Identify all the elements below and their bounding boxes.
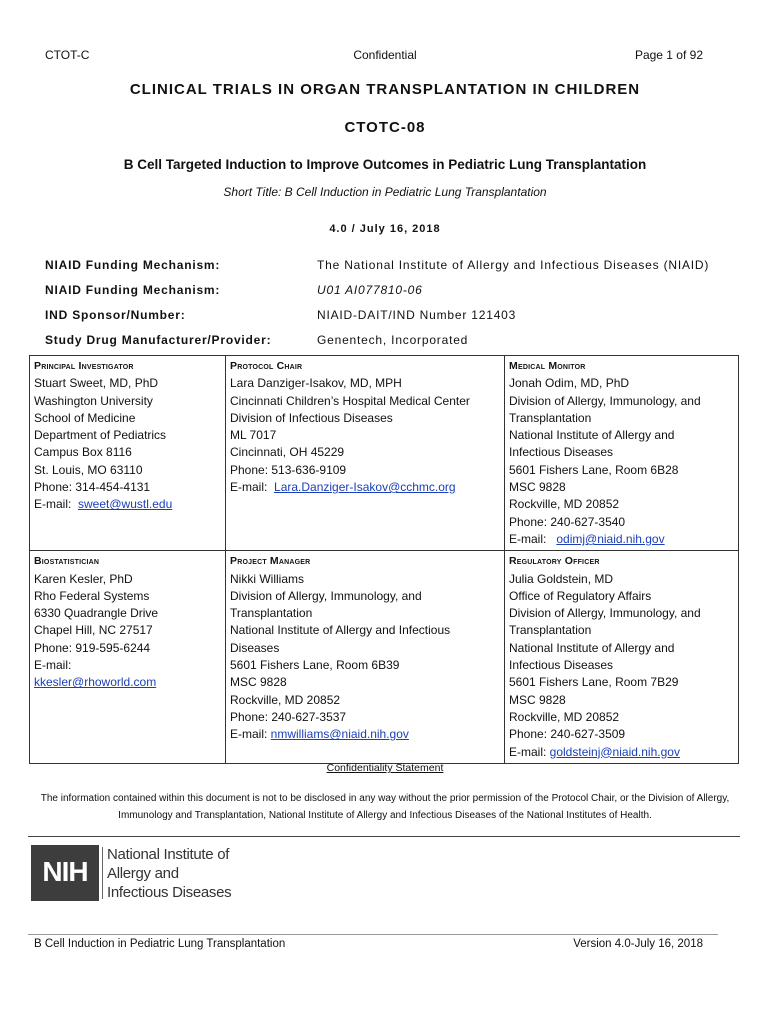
contact-line: Stuart Sweet, MD, PhD: [34, 376, 159, 391]
email-label: E-mail:: [230, 727, 271, 742]
contact-line: ML 7017: [230, 428, 277, 443]
header-doc-code: CTOT-C: [45, 48, 90, 62]
email-link[interactable]: Lara.Danziger-Isakov@cchmc.org: [274, 480, 456, 495]
email-link[interactable]: kkesler@rhoworld.com: [34, 675, 157, 690]
cell-heading: Protocol Chair: [230, 360, 303, 372]
email-link[interactable]: goldsteinj@niaid.nih.gov: [549, 744, 680, 759]
footer-short-title: B Cell Induction in Pediatric Lung Transplantation: [34, 938, 286, 950]
contact-line: Phone: 513-636-9109: [230, 462, 347, 477]
contact-line: Lara Danziger-Isakov, MD, MPH: [230, 376, 402, 391]
contact-line: Rockville, MD 20852: [230, 692, 341, 707]
contact-line: Department of Pediatrics: [34, 428, 167, 443]
funding-label: NIAID Funding Mechanism:: [45, 283, 221, 297]
funding-value: Genentech, Incorporated: [317, 333, 469, 347]
institute-name-line: Infectious Diseases: [107, 884, 232, 901]
header-page-number: Page 1 of 92: [634, 48, 703, 62]
header-confidential: Confidential: [353, 48, 417, 62]
email-label: E-mail:: [509, 744, 550, 759]
cell-heading: Principal Investigator: [34, 360, 134, 372]
contact-line: Nikki Williams: [230, 571, 304, 586]
email-line: [230, 479, 500, 496]
email-label: E-mail:: [509, 531, 557, 546]
contact-line: Division of Infectious Diseases: [230, 410, 393, 425]
funding-label: NIAID Funding Mechanism:: [45, 258, 221, 272]
short-title: Short Title: B Cell Induction in Pediatric Lung Transplantation: [223, 185, 547, 199]
contact-line: Phone: 240-627-3540: [509, 514, 626, 529]
contact-line: Phone: 240-627-3537: [230, 709, 347, 724]
contact-line: Transplantation: [509, 410, 592, 425]
email-link[interactable]: nmwilliams@niaid.nih.gov: [270, 727, 409, 742]
document-title: CLINICAL TRIALS IN ORGAN TRANSPLANTATION IN CHILDREN: [129, 81, 641, 98]
email-line: [509, 531, 734, 548]
contact-line: MSC 9828: [509, 480, 566, 495]
contact-line: Jonah Odim, MD, PhD: [509, 376, 630, 391]
footer-divider: [28, 934, 718, 935]
contact-line: Transplantation: [509, 623, 592, 638]
cell-heading: Regulatory Officer: [509, 555, 600, 568]
contact-line: MSC 9828: [509, 692, 566, 707]
funding-value: U01 AI077810-06: [317, 283, 423, 297]
contact-line: Infectious Diseases: [509, 445, 614, 460]
protocol-id: CTOTC-08: [344, 119, 426, 136]
contact-line: Rockville, MD 20852: [509, 709, 620, 724]
nih-logo-text: NIH: [42, 856, 88, 887]
contact-line: Rho Federal Systems: [34, 588, 150, 603]
contact-line: National Institute of Allergy and: [509, 640, 675, 655]
contact-line: Phone: 919-595-6244: [34, 640, 151, 655]
contact-line: National Institute of Allergy and Infectious: [230, 623, 451, 638]
funding-value: The National Institute of Allergy and Infectious Diseases (NIAID): [317, 258, 710, 272]
email-line: [34, 674, 221, 691]
biostatistician-cell: [30, 551, 226, 764]
contact-line: Chapel Hill, NC 27517: [34, 623, 153, 638]
contact-line: Karen Kesler, PhD: [34, 571, 133, 586]
email-line: [509, 744, 734, 761]
contact-line: School of Medicine: [34, 410, 136, 425]
contact-line: Diseases: [230, 640, 280, 655]
institute-name: [107, 845, 231, 902]
contact-line: Phone: 314-454-4131: [34, 480, 151, 495]
contact-line: Cincinnati Children’s Hospital Medical Center: [230, 393, 470, 408]
institute-name-line: Allergy and: [107, 865, 179, 882]
nih-logo-mark: [31, 845, 99, 901]
regulatory-officer-cell: [505, 551, 739, 764]
contact-line: Office of Regulatory Affairs: [509, 588, 652, 603]
principal-investigator-cell: [30, 356, 226, 551]
contact-line: Division of Allergy, Immunology, and: [509, 606, 701, 621]
contact-line: Division of Allergy, Immunology, and: [509, 393, 701, 408]
email-line: [230, 726, 500, 743]
funding-value: NIAID-DAIT/IND Number 121403: [317, 308, 517, 322]
contact-line: Rockville, MD 20852: [509, 497, 620, 512]
contact-line: Division of Allergy, Immunology, and: [230, 588, 422, 603]
cell-heading: Medical Monitor: [509, 360, 586, 372]
email-link[interactable]: sweet@wustl.edu: [78, 497, 173, 512]
funding-label: Study Drug Manufacturer/Provider:: [45, 333, 272, 347]
contacts-table: [29, 355, 739, 764]
contact-line: Washington University: [34, 393, 153, 408]
contact-line: Campus Box 8116: [34, 445, 132, 460]
cell-heading: Biostatistician: [34, 555, 100, 568]
divider: [28, 836, 740, 837]
logo-separator: [102, 847, 103, 899]
contact-line: Infectious Diseases: [509, 658, 614, 673]
contact-line: St. Louis, MO 63110: [34, 462, 143, 477]
contact-line: 6330 Quadrangle Drive: [34, 606, 159, 621]
email-link[interactable]: odimj@niaid.nih.gov: [556, 531, 665, 546]
confidentiality-text: The information contained within this document is not to be disclosed in any way without the prior permission of the Protocol Chair, or the Division of Allergy, Immunology and Transplantation, National Institute of Allergy and Infectious Diseases of the National Institutes of Health.: [40, 793, 730, 821]
project-manager-cell: [226, 551, 505, 764]
version-date: 4.0 / July 16, 2018: [329, 223, 441, 235]
protocol-chair-cell: [226, 356, 505, 551]
confidentiality-title: Confidentiality Statement: [326, 762, 444, 774]
contact-line: National Institute of Allergy and: [509, 428, 675, 443]
contact-line: 5601 Fishers Lane, Room 6B39: [230, 658, 400, 673]
funding-label: IND Sponsor/Number:: [45, 308, 186, 322]
email-line: [34, 496, 221, 513]
institute-name-line: National Institute of: [107, 846, 230, 863]
contact-line: Phone: 240-627-3509: [509, 727, 626, 742]
email-label: E-mail:: [230, 480, 275, 495]
contact-line: E-mail:: [34, 658, 72, 673]
medical-monitor-cell: [505, 356, 739, 551]
email-label: E-mail:: [34, 497, 79, 512]
contact-line: Julia Goldstein, MD: [509, 571, 614, 586]
contact-line: 5601 Fishers Lane, Room 7B29: [509, 675, 679, 690]
document-subtitle: B Cell Targeted Induction to Improve Outcomes in Pediatric Lung Transplantation: [123, 157, 647, 172]
contact-line: MSC 9828: [230, 675, 287, 690]
cell-heading: Project Manager: [230, 555, 311, 568]
footer-version: Version 4.0-July 16, 2018: [573, 938, 703, 950]
contact-line: Transplantation: [230, 606, 313, 621]
contact-line: 5601 Fishers Lane, Room 6B28: [509, 462, 679, 477]
contact-line: Cincinnati, OH 45229: [230, 445, 345, 460]
